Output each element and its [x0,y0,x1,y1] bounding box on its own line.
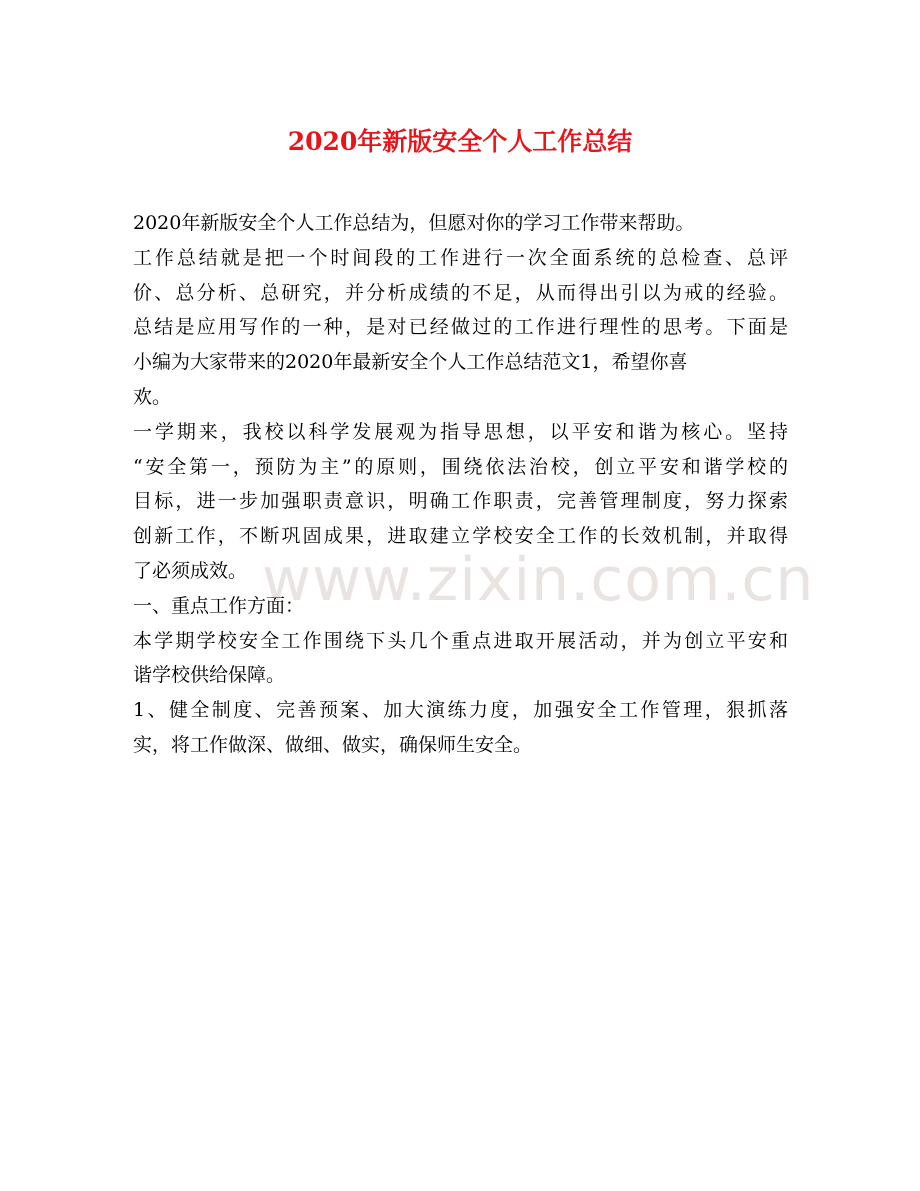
text-line: 欢。 [133,385,172,408]
document-title: 2020年新版安全个人工作总结 [287,127,633,156]
paragraph-overview [133,415,788,589]
paragraph-item-1 [133,693,788,763]
text-line: 一学期来，我校以科学发展观为指导思想，以平安和谐为核心。坚持 [133,420,788,443]
section-heading [133,589,788,624]
text-line: 了必须成效。 [133,559,248,582]
document-body [133,206,815,763]
text-line: 目标，进一步加强职责意识，明确工作职责，完善管理制度，努力探索 [133,490,788,513]
text-line: 1、健全制度、完善预案、加大演练力度，加强安全工作管理，狠抓落 [133,699,788,722]
text-line: 本学期学校安全工作围绕下头几个重点进取开展活动，并为创立平安和 [133,629,788,652]
text-line: 实，将工作做深、做细、做实，确保师生安全。 [133,733,533,756]
text-line: 工作总结就是把一个时间段的工作进行一次全面系统的总检查、总评 [133,246,788,269]
text-line: 小编为大家带来的2020年最新安全个人工作总结范文1，希望你喜 [133,351,688,374]
paragraph-definition [133,241,788,415]
text-line: “安全第一，预防为主”的原则，围绕依法治校，创立平安和谐学校的 [133,455,788,478]
paragraph-focus [133,624,788,694]
text-line: 一、重点工作方面： [133,594,305,617]
text-line: 创新工作，不断巩固成果，进取建立学校安全工作的长效机制，并取得 [133,525,788,548]
text-line: 价、总分析、总研究，并分析成绩的不足，从而得出引以为戒的经验。 [133,281,788,304]
text-line: 谐学校供给保障。 [133,664,286,687]
text-line: 2020年新版安全个人工作总结为，但愿对你的学习工作带来帮助。 [133,212,695,234]
paragraph-intro [133,206,788,241]
watermark: www.zixin.com.cn [262,545,815,615]
text-line: 总结是应用写作的一种，是对已经做过的工作进行理性的思考。下面是 [133,316,788,339]
